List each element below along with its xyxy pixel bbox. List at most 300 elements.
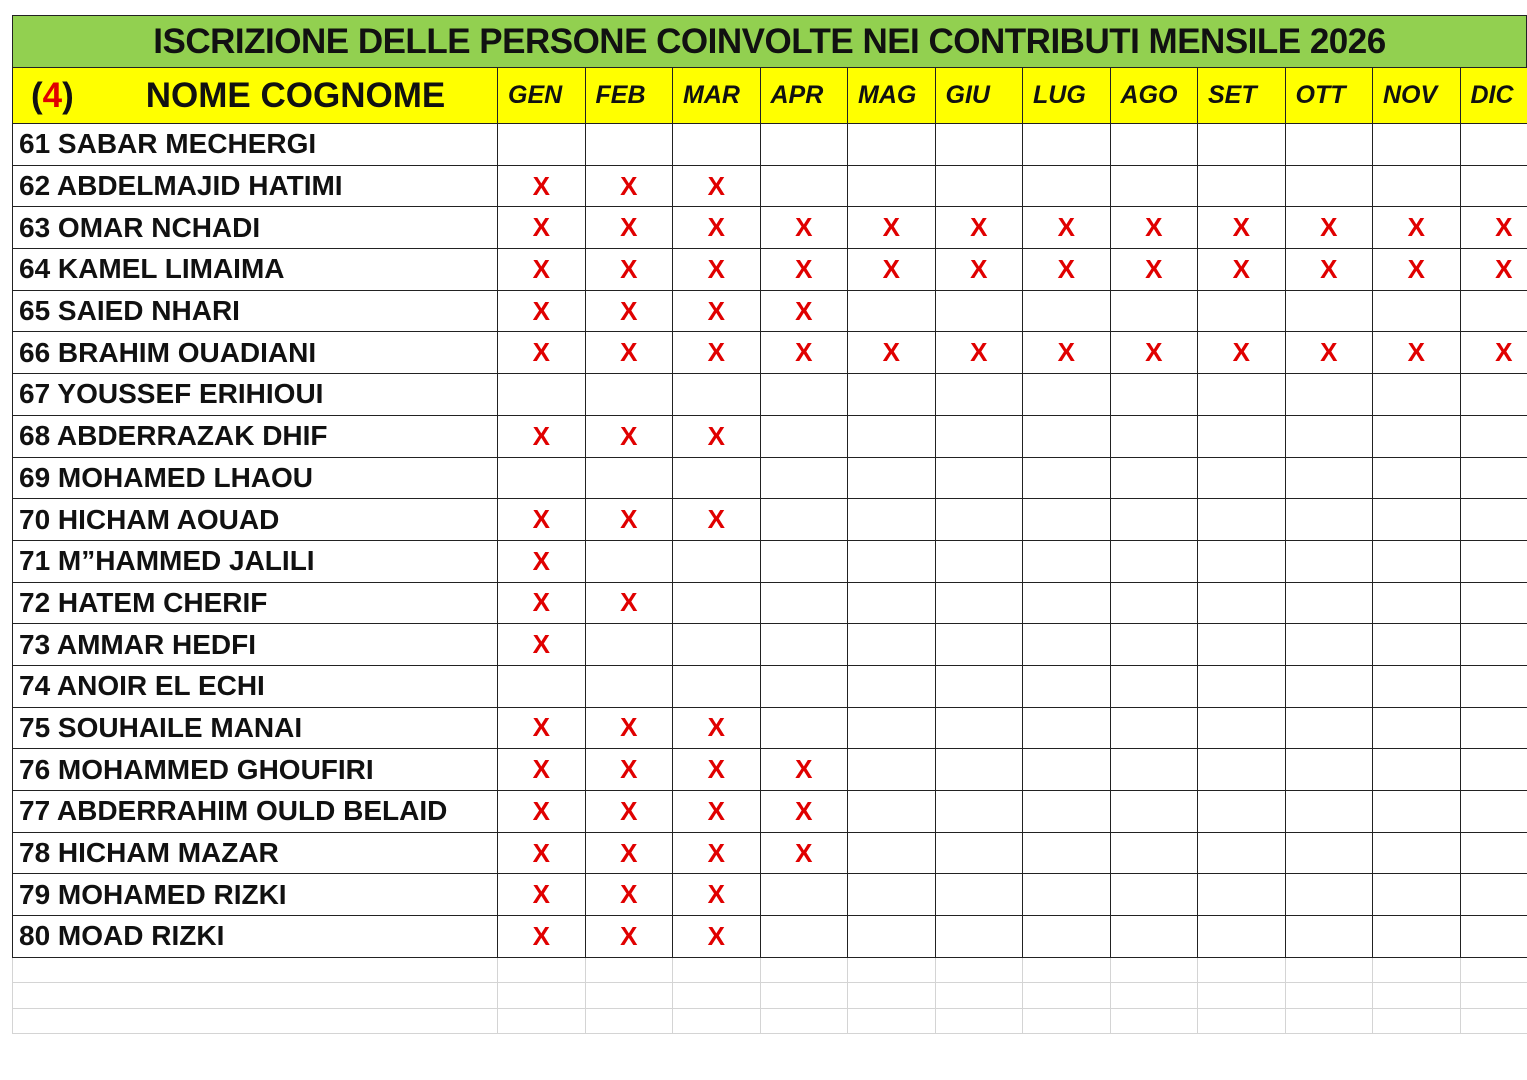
empty-cell[interactable]: [760, 1008, 848, 1034]
month-cell-giu[interactable]: [935, 582, 1023, 624]
month-cell-apr[interactable]: [760, 624, 848, 666]
person-name-cell[interactable]: 64 KAMEL LIMAIMA: [13, 249, 498, 291]
month-cell-mar[interactable]: [673, 457, 761, 499]
empty-cell[interactable]: [848, 1008, 936, 1034]
month-cell-gen[interactable]: X: [498, 290, 586, 332]
month-cell-nov[interactable]: [1373, 540, 1461, 582]
month-cell-giu[interactable]: [935, 665, 1023, 707]
person-name-cell[interactable]: 76 MOHAMMED GHOUFIRI: [13, 749, 498, 791]
empty-cell[interactable]: [585, 983, 673, 1009]
month-cell-ago[interactable]: [1110, 374, 1198, 416]
empty-cell[interactable]: [498, 957, 586, 983]
month-cell-apr[interactable]: X: [760, 791, 848, 833]
month-cell-mar[interactable]: X: [673, 832, 761, 874]
month-cell-mar[interactable]: [673, 540, 761, 582]
person-name-cell[interactable]: 66 BRAHIM OUADIANI: [13, 332, 498, 374]
month-cell-lug[interactable]: [1023, 374, 1111, 416]
month-cell-mar[interactable]: X: [673, 249, 761, 291]
month-cell-mag[interactable]: [848, 832, 936, 874]
month-cell-ott[interactable]: [1285, 290, 1373, 332]
month-cell-giu[interactable]: [935, 749, 1023, 791]
month-cell-nov[interactable]: X: [1373, 207, 1461, 249]
empty-cell[interactable]: [1198, 957, 1286, 983]
month-cell-gen[interactable]: X: [498, 415, 586, 457]
month-cell-mag[interactable]: [848, 874, 936, 916]
month-cell-feb[interactable]: X: [585, 249, 673, 291]
month-cell-nov[interactable]: [1373, 415, 1461, 457]
empty-cell[interactable]: [1373, 983, 1461, 1009]
month-cell-ago[interactable]: [1110, 540, 1198, 582]
month-cell-feb[interactable]: [585, 624, 673, 666]
empty-cell[interactable]: [13, 983, 498, 1009]
empty-cell[interactable]: [585, 1008, 673, 1034]
empty-cell[interactable]: [935, 983, 1023, 1009]
person-name-cell[interactable]: 75 SOUHAILE MANAI: [13, 707, 498, 749]
month-cell-ott[interactable]: [1285, 415, 1373, 457]
empty-cell[interactable]: [1023, 957, 1111, 983]
empty-cell[interactable]: [1285, 1008, 1373, 1034]
month-cell-set[interactable]: X: [1198, 332, 1286, 374]
month-cell-apr[interactable]: X: [760, 290, 848, 332]
month-cell-set[interactable]: [1198, 415, 1286, 457]
month-cell-set[interactable]: X: [1198, 207, 1286, 249]
month-cell-giu[interactable]: [935, 540, 1023, 582]
month-cell-dic[interactable]: [1460, 499, 1527, 541]
month-cell-gen[interactable]: X: [498, 707, 586, 749]
month-cell-lug[interactable]: [1023, 124, 1111, 166]
month-cell-set[interactable]: [1198, 916, 1286, 958]
month-cell-feb[interactable]: X: [585, 290, 673, 332]
month-cell-dic[interactable]: [1460, 457, 1527, 499]
month-cell-nov[interactable]: [1373, 124, 1461, 166]
month-cell-ott[interactable]: [1285, 916, 1373, 958]
person-name-cell[interactable]: 77 ABDERRAHIM OULD BELAID: [13, 791, 498, 833]
month-cell-ago[interactable]: [1110, 499, 1198, 541]
month-cell-lug[interactable]: [1023, 540, 1111, 582]
month-cell-ago[interactable]: [1110, 582, 1198, 624]
month-cell-ago[interactable]: [1110, 415, 1198, 457]
month-cell-mar[interactable]: X: [673, 499, 761, 541]
month-cell-mar[interactable]: X: [673, 415, 761, 457]
person-name-cell[interactable]: 73 AMMAR HEDFI: [13, 624, 498, 666]
month-cell-dic[interactable]: [1460, 624, 1527, 666]
month-cell-lug[interactable]: [1023, 165, 1111, 207]
month-cell-lug[interactable]: X: [1023, 207, 1111, 249]
empty-cell[interactable]: [673, 957, 761, 983]
month-cell-mag[interactable]: X: [848, 207, 936, 249]
month-cell-set[interactable]: [1198, 582, 1286, 624]
month-cell-apr[interactable]: [760, 165, 848, 207]
month-cell-gen[interactable]: X: [498, 540, 586, 582]
month-cell-feb[interactable]: X: [585, 832, 673, 874]
person-name-cell[interactable]: 72 HATEM CHERIF: [13, 582, 498, 624]
month-cell-feb[interactable]: X: [585, 874, 673, 916]
empty-cell[interactable]: [1198, 1008, 1286, 1034]
month-cell-nov[interactable]: [1373, 749, 1461, 791]
empty-cell[interactable]: [673, 1008, 761, 1034]
month-cell-mag[interactable]: [848, 415, 936, 457]
month-cell-set[interactable]: [1198, 457, 1286, 499]
person-name-cell[interactable]: 78 HICHAM MAZAR: [13, 832, 498, 874]
month-cell-dic[interactable]: X: [1460, 249, 1527, 291]
month-cell-lug[interactable]: [1023, 791, 1111, 833]
month-cell-ott[interactable]: [1285, 874, 1373, 916]
month-cell-mag[interactable]: [848, 582, 936, 624]
month-cell-ott[interactable]: [1285, 665, 1373, 707]
empty-cell[interactable]: [848, 983, 936, 1009]
empty-cell[interactable]: [585, 957, 673, 983]
person-name-cell[interactable]: 61 SABAR MECHERGI: [13, 124, 498, 166]
month-cell-apr[interactable]: [760, 665, 848, 707]
month-cell-dic[interactable]: [1460, 665, 1527, 707]
month-cell-mag[interactable]: [848, 624, 936, 666]
month-cell-set[interactable]: [1198, 124, 1286, 166]
month-cell-nov[interactable]: [1373, 582, 1461, 624]
month-cell-apr[interactable]: [760, 707, 848, 749]
month-cell-set[interactable]: [1198, 874, 1286, 916]
month-cell-gen[interactable]: X: [498, 832, 586, 874]
month-cell-ott[interactable]: [1285, 749, 1373, 791]
month-cell-apr[interactable]: [760, 124, 848, 166]
month-cell-apr[interactable]: X: [760, 207, 848, 249]
month-cell-dic[interactable]: [1460, 832, 1527, 874]
month-cell-dic[interactable]: [1460, 415, 1527, 457]
month-cell-feb[interactable]: X: [585, 707, 673, 749]
empty-cell[interactable]: [1023, 1008, 1111, 1034]
month-cell-feb[interactable]: X: [585, 332, 673, 374]
month-cell-mag[interactable]: [848, 499, 936, 541]
month-cell-lug[interactable]: X: [1023, 332, 1111, 374]
month-cell-feb[interactable]: X: [585, 165, 673, 207]
month-cell-gen[interactable]: [498, 665, 586, 707]
month-cell-feb[interactable]: X: [585, 791, 673, 833]
month-cell-ott[interactable]: [1285, 374, 1373, 416]
month-cell-dic[interactable]: [1460, 874, 1527, 916]
month-cell-gen[interactable]: X: [498, 165, 586, 207]
month-cell-giu[interactable]: [935, 832, 1023, 874]
empty-cell[interactable]: [13, 957, 498, 983]
month-cell-mar[interactable]: [673, 582, 761, 624]
month-cell-mar[interactable]: X: [673, 916, 761, 958]
month-cell-ott[interactable]: [1285, 124, 1373, 166]
month-cell-gen[interactable]: [498, 124, 586, 166]
month-cell-ago[interactable]: [1110, 124, 1198, 166]
month-cell-ago[interactable]: [1110, 707, 1198, 749]
person-name-cell[interactable]: 67 YOUSSEF ERIHIOUI: [13, 374, 498, 416]
month-cell-feb[interactable]: X: [585, 207, 673, 249]
empty-cell[interactable]: [935, 1008, 1023, 1034]
month-cell-ago[interactable]: [1110, 874, 1198, 916]
month-cell-giu[interactable]: [935, 290, 1023, 332]
month-cell-feb[interactable]: X: [585, 499, 673, 541]
person-name-cell[interactable]: 69 MOHAMED LHAOU: [13, 457, 498, 499]
month-cell-feb[interactable]: X: [585, 916, 673, 958]
month-cell-lug[interactable]: [1023, 707, 1111, 749]
month-cell-dic[interactable]: X: [1460, 332, 1527, 374]
empty-cell[interactable]: [1110, 957, 1198, 983]
month-cell-ott[interactable]: [1285, 499, 1373, 541]
month-cell-mag[interactable]: [848, 540, 936, 582]
month-cell-ago[interactable]: [1110, 624, 1198, 666]
empty-cell[interactable]: [1110, 1008, 1198, 1034]
month-cell-ago[interactable]: [1110, 749, 1198, 791]
empty-cell[interactable]: [1198, 983, 1286, 1009]
month-cell-mar[interactable]: X: [673, 332, 761, 374]
month-cell-set[interactable]: [1198, 749, 1286, 791]
month-cell-ago[interactable]: X: [1110, 332, 1198, 374]
month-cell-gen[interactable]: X: [498, 874, 586, 916]
month-cell-dic[interactable]: [1460, 916, 1527, 958]
empty-cell[interactable]: [1460, 957, 1527, 983]
month-cell-nov[interactable]: [1373, 374, 1461, 416]
empty-cell[interactable]: [498, 1008, 586, 1034]
month-cell-feb[interactable]: [585, 457, 673, 499]
month-cell-gen[interactable]: [498, 374, 586, 416]
month-cell-ago[interactable]: [1110, 916, 1198, 958]
month-cell-ago[interactable]: [1110, 290, 1198, 332]
month-cell-mar[interactable]: X: [673, 874, 761, 916]
month-cell-dic[interactable]: [1460, 165, 1527, 207]
month-cell-apr[interactable]: X: [760, 832, 848, 874]
month-cell-lug[interactable]: [1023, 499, 1111, 541]
month-cell-mag[interactable]: [848, 290, 936, 332]
month-cell-mar[interactable]: X: [673, 791, 761, 833]
month-cell-set[interactable]: [1198, 290, 1286, 332]
month-cell-ago[interactable]: [1110, 665, 1198, 707]
person-name-cell[interactable]: 70 HICHAM AOUAD: [13, 499, 498, 541]
month-cell-apr[interactable]: [760, 540, 848, 582]
month-cell-dic[interactable]: [1460, 374, 1527, 416]
month-cell-giu[interactable]: [935, 415, 1023, 457]
empty-cell[interactable]: [13, 1008, 498, 1034]
month-cell-ott[interactable]: X: [1285, 249, 1373, 291]
empty-cell[interactable]: [1285, 957, 1373, 983]
month-cell-gen[interactable]: X: [498, 916, 586, 958]
month-cell-set[interactable]: [1198, 624, 1286, 666]
month-cell-giu[interactable]: [935, 374, 1023, 416]
month-cell-giu[interactable]: [935, 499, 1023, 541]
month-cell-dic[interactable]: X: [1460, 207, 1527, 249]
month-cell-dic[interactable]: [1460, 540, 1527, 582]
person-name-cell[interactable]: 80 MOAD RIZKI: [13, 916, 498, 958]
month-cell-ago[interactable]: X: [1110, 207, 1198, 249]
empty-cell[interactable]: [1373, 957, 1461, 983]
month-cell-apr[interactable]: [760, 457, 848, 499]
month-cell-lug[interactable]: [1023, 916, 1111, 958]
month-cell-gen[interactable]: X: [498, 249, 586, 291]
month-cell-mag[interactable]: [848, 124, 936, 166]
month-cell-ago[interactable]: [1110, 791, 1198, 833]
month-cell-giu[interactable]: [935, 165, 1023, 207]
month-cell-feb[interactable]: [585, 540, 673, 582]
month-cell-ott[interactable]: [1285, 165, 1373, 207]
month-cell-nov[interactable]: [1373, 791, 1461, 833]
month-cell-nov[interactable]: [1373, 665, 1461, 707]
month-cell-set[interactable]: [1198, 791, 1286, 833]
month-cell-lug[interactable]: [1023, 874, 1111, 916]
month-cell-nov[interactable]: [1373, 624, 1461, 666]
month-cell-set[interactable]: [1198, 832, 1286, 874]
month-cell-nov[interactable]: [1373, 874, 1461, 916]
empty-cell[interactable]: [1285, 983, 1373, 1009]
month-cell-mar[interactable]: X: [673, 165, 761, 207]
month-cell-mag[interactable]: [848, 791, 936, 833]
month-cell-mar[interactable]: X: [673, 707, 761, 749]
month-cell-mar[interactable]: [673, 374, 761, 416]
month-cell-lug[interactable]: [1023, 582, 1111, 624]
person-name-cell[interactable]: 68 ABDERRAZAK DHIF: [13, 415, 498, 457]
month-cell-set[interactable]: X: [1198, 249, 1286, 291]
month-cell-set[interactable]: [1198, 540, 1286, 582]
month-cell-gen[interactable]: X: [498, 749, 586, 791]
month-cell-set[interactable]: [1198, 499, 1286, 541]
month-cell-apr[interactable]: [760, 415, 848, 457]
month-cell-mag[interactable]: X: [848, 332, 936, 374]
month-cell-giu[interactable]: [935, 707, 1023, 749]
month-cell-nov[interactable]: [1373, 290, 1461, 332]
month-cell-dic[interactable]: [1460, 791, 1527, 833]
month-cell-ott[interactable]: X: [1285, 332, 1373, 374]
person-name-cell[interactable]: 65 SAIED NHARI: [13, 290, 498, 332]
empty-cell[interactable]: [935, 957, 1023, 983]
empty-cell[interactable]: [673, 983, 761, 1009]
month-cell-lug[interactable]: X: [1023, 249, 1111, 291]
month-cell-giu[interactable]: [935, 791, 1023, 833]
person-name-cell[interactable]: 71 M”HAMMED JALILI: [13, 540, 498, 582]
month-cell-ago[interactable]: [1110, 832, 1198, 874]
empty-cell[interactable]: [760, 983, 848, 1009]
month-cell-gen[interactable]: X: [498, 207, 586, 249]
month-cell-apr[interactable]: X: [760, 249, 848, 291]
month-cell-ott[interactable]: [1285, 791, 1373, 833]
month-cell-mag[interactable]: [848, 374, 936, 416]
month-cell-dic[interactable]: [1460, 749, 1527, 791]
month-cell-gen[interactable]: X: [498, 624, 586, 666]
month-cell-giu[interactable]: [935, 624, 1023, 666]
month-cell-lug[interactable]: [1023, 665, 1111, 707]
month-cell-feb[interactable]: [585, 665, 673, 707]
month-cell-mag[interactable]: [848, 707, 936, 749]
month-cell-gen[interactable]: [498, 457, 586, 499]
empty-cell[interactable]: [760, 957, 848, 983]
month-cell-mar[interactable]: X: [673, 749, 761, 791]
month-cell-lug[interactable]: [1023, 290, 1111, 332]
empty-cell[interactable]: [1460, 1008, 1527, 1034]
month-cell-ott[interactable]: X: [1285, 207, 1373, 249]
month-cell-ott[interactable]: [1285, 582, 1373, 624]
month-cell-feb[interactable]: X: [585, 415, 673, 457]
month-cell-feb[interactable]: X: [585, 749, 673, 791]
month-cell-set[interactable]: [1198, 374, 1286, 416]
month-cell-giu[interactable]: [935, 457, 1023, 499]
month-cell-apr[interactable]: [760, 874, 848, 916]
month-cell-mar[interactable]: X: [673, 290, 761, 332]
empty-cell[interactable]: [1460, 983, 1527, 1009]
person-name-cell[interactable]: 62 ABDELMAJID HATIMI: [13, 165, 498, 207]
person-name-cell[interactable]: 63 OMAR NCHADI: [13, 207, 498, 249]
month-cell-mag[interactable]: X: [848, 249, 936, 291]
month-cell-lug[interactable]: [1023, 415, 1111, 457]
month-cell-apr[interactable]: [760, 374, 848, 416]
month-cell-gen[interactable]: X: [498, 499, 586, 541]
month-cell-ago[interactable]: [1110, 165, 1198, 207]
month-cell-dic[interactable]: [1460, 582, 1527, 624]
person-name-cell[interactable]: 74 ANOIR EL ECHI: [13, 665, 498, 707]
month-cell-ott[interactable]: [1285, 540, 1373, 582]
month-cell-nov[interactable]: [1373, 165, 1461, 207]
month-cell-gen[interactable]: X: [498, 332, 586, 374]
month-cell-mar[interactable]: [673, 124, 761, 166]
table-row: [13, 124, 1527, 166]
month-cell-nov[interactable]: [1373, 707, 1461, 749]
month-cell-lug[interactable]: [1023, 457, 1111, 499]
month-cell-ott[interactable]: [1285, 624, 1373, 666]
month-cell-apr[interactable]: X: [760, 332, 848, 374]
month-cell-ago[interactable]: [1110, 457, 1198, 499]
empty-cell[interactable]: [1110, 983, 1198, 1009]
month-cell-gen[interactable]: X: [498, 791, 586, 833]
month-cell-set[interactable]: [1198, 165, 1286, 207]
month-cell-ott[interactable]: [1285, 832, 1373, 874]
month-cell-nov[interactable]: X: [1373, 332, 1461, 374]
month-cell-dic[interactable]: [1460, 124, 1527, 166]
month-cell-mar[interactable]: [673, 624, 761, 666]
month-cell-apr[interactable]: X: [760, 749, 848, 791]
month-cell-lug[interactable]: [1023, 624, 1111, 666]
month-cell-ott[interactable]: [1285, 707, 1373, 749]
month-cell-nov[interactable]: [1373, 499, 1461, 541]
month-cell-lug[interactable]: [1023, 832, 1111, 874]
empty-cell[interactable]: [498, 983, 586, 1009]
month-cell-mar[interactable]: [673, 665, 761, 707]
month-cell-apr[interactable]: [760, 916, 848, 958]
empty-cell[interactable]: [1023, 983, 1111, 1009]
month-cell-mag[interactable]: [848, 749, 936, 791]
month-cell-lug[interactable]: [1023, 749, 1111, 791]
month-cell-giu[interactable]: [935, 916, 1023, 958]
month-cell-giu[interactable]: X: [935, 207, 1023, 249]
month-cell-apr[interactable]: [760, 499, 848, 541]
month-cell-mag[interactable]: [848, 665, 936, 707]
month-cell-giu[interactable]: [935, 124, 1023, 166]
month-cell-giu[interactable]: X: [935, 249, 1023, 291]
month-cell-nov[interactable]: X: [1373, 249, 1461, 291]
month-cell-set[interactable]: [1198, 707, 1286, 749]
month-cell-ago[interactable]: X: [1110, 249, 1198, 291]
empty-cell[interactable]: [1373, 1008, 1461, 1034]
month-cell-mag[interactable]: [848, 457, 936, 499]
month-cell-dic[interactable]: [1460, 707, 1527, 749]
month-cell-dic[interactable]: [1460, 290, 1527, 332]
month-cell-nov[interactable]: [1373, 916, 1461, 958]
month-cell-feb[interactable]: [585, 374, 673, 416]
month-cell-giu[interactable]: [935, 874, 1023, 916]
month-cell-gen[interactable]: X: [498, 582, 586, 624]
empty-cell[interactable]: [848, 957, 936, 983]
month-cell-feb[interactable]: X: [585, 582, 673, 624]
month-cell-feb[interactable]: [585, 124, 673, 166]
month-cell-ott[interactable]: [1285, 457, 1373, 499]
month-cell-mar[interactable]: X: [673, 207, 761, 249]
month-cell-apr[interactable]: [760, 582, 848, 624]
month-cell-giu[interactable]: X: [935, 332, 1023, 374]
month-cell-nov[interactable]: [1373, 457, 1461, 499]
month-cell-nov[interactable]: [1373, 832, 1461, 874]
person-name-cell[interactable]: 79 MOHAMED RIZKI: [13, 874, 498, 916]
month-cell-mag[interactable]: [848, 165, 936, 207]
month-cell-mag[interactable]: [848, 916, 936, 958]
month-cell-set[interactable]: [1198, 665, 1286, 707]
